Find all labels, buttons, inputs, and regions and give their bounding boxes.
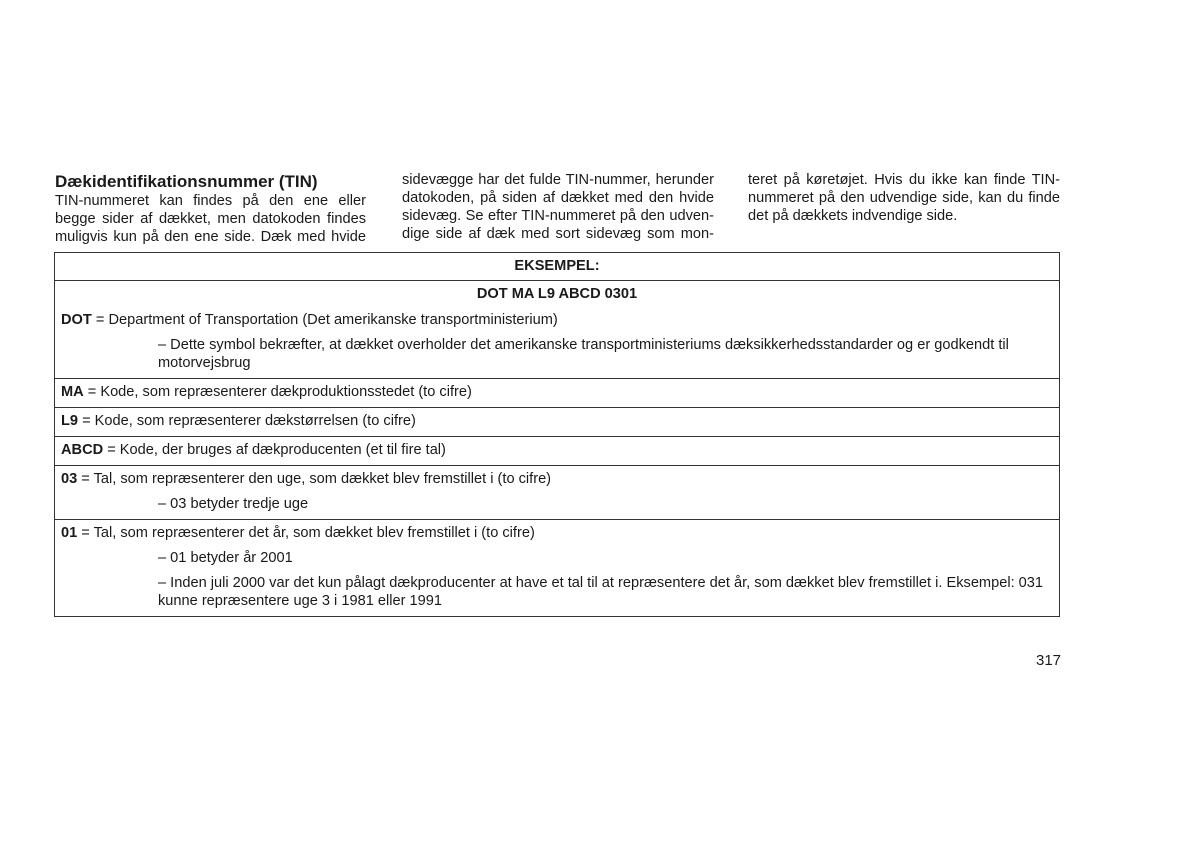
row-note: – 01 betyder år 2001: [158, 550, 293, 566]
intro-line: sidevæg. Se efter TIN-nummeret på den udven-: [402, 208, 714, 224]
code-term: DOT: [61, 312, 92, 328]
table-row: [55, 519, 1059, 616]
intro-line: det på dækkets indvendige side.: [748, 208, 958, 224]
code-description: = Tal, som repræsenterer den uge, som dækket blev fremstillet i (to cifre): [77, 471, 552, 487]
table-example-code: DOT MA L9 ABCD 0301: [55, 280, 1059, 307]
table-row: [55, 465, 1059, 519]
table-row: [55, 378, 1059, 407]
intro-line: dige side af dæk med sort sidevæg som mon-: [402, 226, 714, 242]
code-description: = Kode, som repræsenterer dækstørrelsen (to cifre): [78, 413, 416, 429]
intro-line: datokoden, på siden af dækket med den hvide: [402, 190, 714, 206]
row-note: – 03 betyder tredje uge: [158, 496, 309, 512]
code-term: L9: [61, 413, 79, 429]
code-term: MA: [61, 384, 84, 400]
code-description: = Kode, som repræsenterer dækproduktionsstedet (to cifre): [83, 384, 472, 400]
row-definition: [61, 441, 1053, 459]
tin-example-table: [54, 252, 1060, 617]
code-term: ABCD: [61, 442, 104, 458]
intro-line: sidevægge har det fulde TIN-nummer, herunder: [402, 172, 714, 188]
page-number: 317: [1036, 652, 1062, 669]
table-row: [55, 407, 1059, 436]
section-title: Dækidentifikationsnummer (TIN): [55, 172, 318, 191]
intro-column-1: [55, 171, 366, 246]
table-row: [55, 436, 1059, 465]
intro-line: TIN-nummeret kan findes på den ene eller: [55, 193, 366, 209]
row-note: – Dette symbol bekræfter, at dækket overholder det amerikanske transportministeriums dæksikkerhedsstandarder og er godkendt til motorvejsbrug: [158, 337, 1009, 371]
row-definition: [61, 383, 1053, 401]
intro-line: begge sider af dækket, men datokoden findes: [55, 211, 366, 227]
table-row: [55, 307, 1059, 378]
code-description: = Department of Transportation (Det amerikanske transportministerium): [91, 312, 558, 328]
intro-column-2: [402, 171, 714, 243]
row-definition: [61, 524, 1053, 542]
row-definition: [61, 470, 1053, 488]
row-note: – Inden juli 2000 var det kun pålagt dækproducenter at have et tal til at repræsentere det år, som dækket blev fremstillet i. Eksempel: 031 kunne repræsentere uge 3 i 1981 eller 1991: [158, 575, 1044, 609]
code-description: = Kode, der bruges af dækproducenten (et til fire tal): [103, 442, 446, 458]
intro-line: teret på køretøjet. Hvis du ikke kan finde TIN-: [748, 172, 1060, 188]
intro-line: muligvis kun på den ene side. Dæk med hvide: [55, 229, 366, 245]
table-header: EKSEMPEL:: [514, 258, 600, 274]
intro-column-3: [748, 171, 1060, 225]
code-description: = Tal, som repræsenterer det år, som dækket blev fremstillet i (to cifre): [77, 525, 535, 541]
code-term: 01: [61, 525, 78, 541]
code-term: 03: [61, 471, 78, 487]
intro-line: nummeret på den udvendige side, kan du finde: [748, 190, 1060, 206]
row-definition: [61, 412, 1053, 430]
row-definition: [61, 311, 1053, 329]
